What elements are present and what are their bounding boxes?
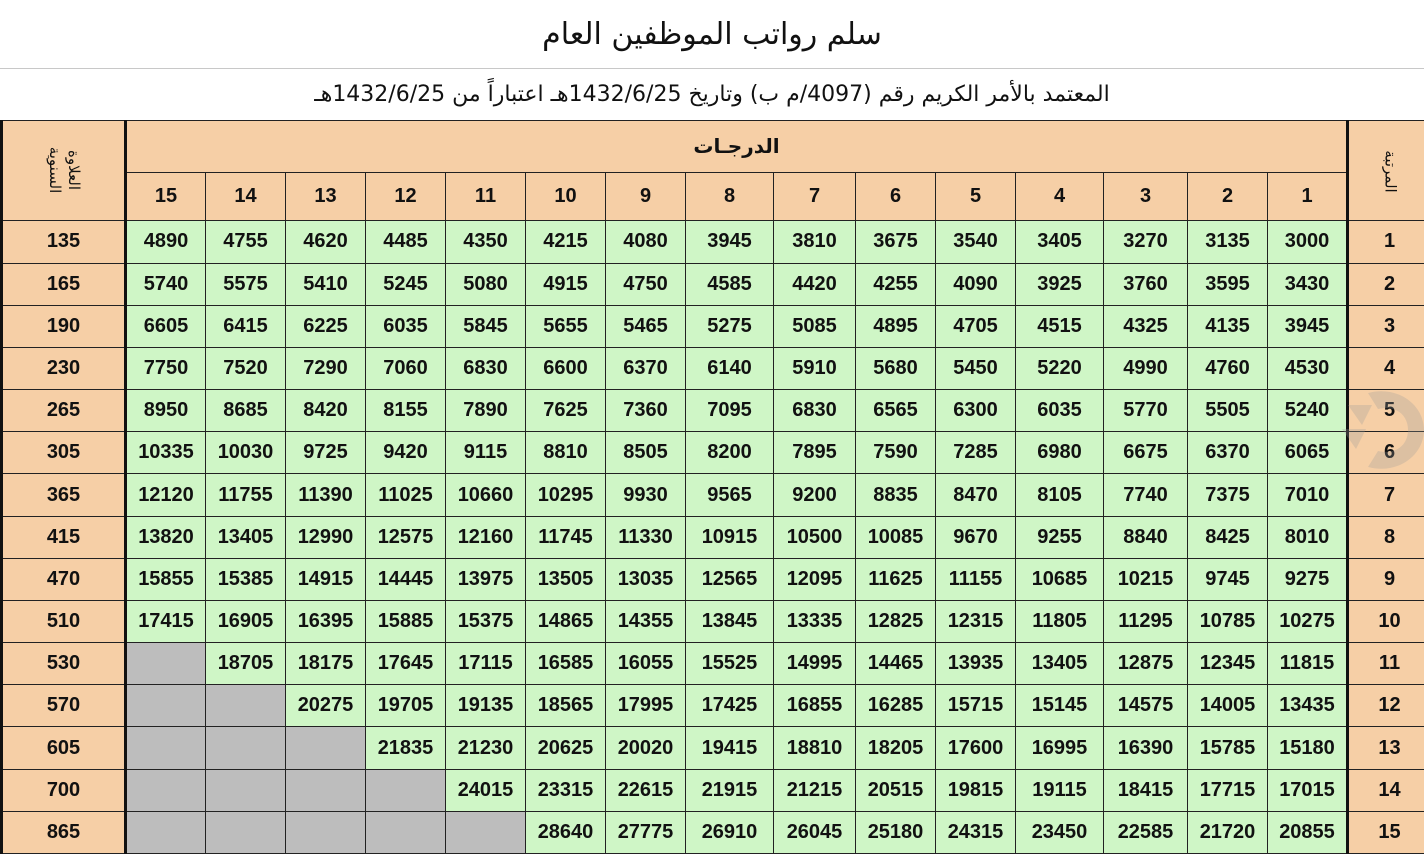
table-row: [2, 558, 1424, 600]
salary-cell: 6065: [1268, 432, 1348, 474]
empty-cell: [126, 643, 206, 685]
rank-cell: 3: [1348, 305, 1424, 347]
salary-cell: 3760: [1104, 263, 1188, 305]
salary-cell: 14915: [286, 558, 366, 600]
salary-cell: 3430: [1268, 263, 1348, 305]
salary-cell: 8810: [526, 432, 606, 474]
salary-cell: 9115: [446, 432, 526, 474]
salary-cell: 13035: [606, 558, 686, 600]
table-row: [2, 727, 1424, 769]
salary-cell: 12825: [856, 600, 936, 642]
salary-cell: 17425: [686, 685, 774, 727]
grades-header: الدرجـات: [126, 121, 1348, 173]
salary-cell: 7590: [856, 432, 936, 474]
salary-cell: 6830: [774, 390, 856, 432]
salary-cell: 3270: [1104, 221, 1188, 263]
salary-cell: 5845: [446, 305, 526, 347]
salary-cell: 13845: [686, 600, 774, 642]
salary-cell: 11330: [606, 516, 686, 558]
salary-cell: 12565: [686, 558, 774, 600]
salary-cell: 5410: [286, 263, 366, 305]
salary-cell: 4620: [286, 221, 366, 263]
salary-cell: 17600: [936, 727, 1016, 769]
table-row: [2, 811, 1424, 853]
salary-cell: 7890: [446, 390, 526, 432]
salary-cell: 21230: [446, 727, 526, 769]
grade-header-15: 15: [126, 173, 206, 221]
salary-cell: 20855: [1268, 811, 1348, 853]
salary-cell: 9930: [606, 474, 686, 516]
annual-increase-cell: 470: [2, 558, 126, 600]
salary-cell: 12120: [126, 474, 206, 516]
salary-cell: 7520: [206, 347, 286, 389]
salary-cell: 9745: [1188, 558, 1268, 600]
salary-cell: 7740: [1104, 474, 1188, 516]
annual-increase-cell: 865: [2, 811, 126, 853]
salary-cell: 15145: [1016, 685, 1104, 727]
salary-cell: 26045: [774, 811, 856, 853]
salary-cell: 15785: [1188, 727, 1268, 769]
salary-cell: 4080: [606, 221, 686, 263]
salary-cell: 10785: [1188, 600, 1268, 642]
salary-cell: 8835: [856, 474, 936, 516]
rank-cell: 8: [1348, 516, 1424, 558]
salary-cell: 4755: [206, 221, 286, 263]
salary-cell: 20275: [286, 685, 366, 727]
salary-cell: 12875: [1104, 643, 1188, 685]
annual-increase-cell: 700: [2, 769, 126, 811]
salary-cell: 4350: [446, 221, 526, 263]
salary-cell: 14865: [526, 600, 606, 642]
salary-cell: 14575: [1104, 685, 1188, 727]
salary-cell: 4420: [774, 263, 856, 305]
salary-cell: 3925: [1016, 263, 1104, 305]
table-row: [2, 643, 1424, 685]
salary-cell: 4990: [1104, 347, 1188, 389]
salary-cell: 5220: [1016, 347, 1104, 389]
salary-cell: 12345: [1188, 643, 1268, 685]
salary-cell: 5080: [446, 263, 526, 305]
salary-cell: 6600: [526, 347, 606, 389]
salary-cell: 3945: [1268, 305, 1348, 347]
salary-cell: 12160: [446, 516, 526, 558]
table-row: [2, 600, 1424, 642]
grade-header-6: 6: [856, 173, 936, 221]
rank-label: المرتبة: [1381, 150, 1399, 193]
empty-cell: [206, 769, 286, 811]
salary-cell: 7750: [126, 347, 206, 389]
rank-cell: 2: [1348, 263, 1424, 305]
annual-increase-cell: 365: [2, 474, 126, 516]
salary-cell: 8685: [206, 390, 286, 432]
rank-cell: 7: [1348, 474, 1424, 516]
salary-cell: 21215: [774, 769, 856, 811]
salary-cell: 8425: [1188, 516, 1268, 558]
salary-cell: 16285: [856, 685, 936, 727]
salary-cell: 17995: [606, 685, 686, 727]
salary-cell: 11625: [856, 558, 936, 600]
salary-table: [0, 120, 1424, 854]
salary-cell: 11025: [366, 474, 446, 516]
table-row: [2, 390, 1424, 432]
salary-cell: 4585: [686, 263, 774, 305]
salary-cell: 16905: [206, 600, 286, 642]
salary-cell: 4255: [856, 263, 936, 305]
salary-cell: 15385: [206, 558, 286, 600]
salary-cell: 7060: [366, 347, 446, 389]
empty-cell: [286, 811, 366, 853]
annual-increase-cell: 265: [2, 390, 126, 432]
grade-header-11: 11: [446, 173, 526, 221]
salary-cell: 16390: [1104, 727, 1188, 769]
salary-cell: 6140: [686, 347, 774, 389]
annual-increase-cell: 190: [2, 305, 126, 347]
grade-header-13: 13: [286, 173, 366, 221]
salary-cell: 6370: [606, 347, 686, 389]
salary-cell: 13405: [1016, 643, 1104, 685]
salary-cell: 24015: [446, 769, 526, 811]
salary-cell: 5740: [126, 263, 206, 305]
salary-cell: 14465: [856, 643, 936, 685]
rank-cell: 12: [1348, 685, 1424, 727]
salary-cell: 4915: [526, 263, 606, 305]
salary-cell: 4515: [1016, 305, 1104, 347]
table-row: [2, 685, 1424, 727]
grade-header-4: 4: [1016, 173, 1104, 221]
salary-cell: 9670: [936, 516, 1016, 558]
salary-cell: 16585: [526, 643, 606, 685]
salary-cell: 25180: [856, 811, 936, 853]
salary-cell: 3540: [936, 221, 1016, 263]
empty-cell: [286, 727, 366, 769]
salary-cell: 15885: [366, 600, 446, 642]
salary-cell: 18810: [774, 727, 856, 769]
salary-cell: 17645: [366, 643, 446, 685]
salary-cell: 20020: [606, 727, 686, 769]
salary-cell: 10915: [686, 516, 774, 558]
salary-cell: 8200: [686, 432, 774, 474]
salary-cell: 8950: [126, 390, 206, 432]
salary-cell: 22585: [1104, 811, 1188, 853]
salary-cell: 19115: [1016, 769, 1104, 811]
grade-header-1: 1: [1268, 173, 1348, 221]
rank-cell: 6: [1348, 432, 1424, 474]
salary-cell: 17715: [1188, 769, 1268, 811]
grade-header-8: 8: [686, 173, 774, 221]
salary-cell: 28640: [526, 811, 606, 853]
salary-cell: 13935: [936, 643, 1016, 685]
grade-header-10: 10: [526, 173, 606, 221]
salary-cell: 7360: [606, 390, 686, 432]
salary-cell: 12095: [774, 558, 856, 600]
salary-cell: 16995: [1016, 727, 1104, 769]
salary-cell: 13405: [206, 516, 286, 558]
salary-cell: 7095: [686, 390, 774, 432]
salary-cell: 10275: [1268, 600, 1348, 642]
empty-cell: [206, 727, 286, 769]
salary-cell: 21835: [366, 727, 446, 769]
grade-header-14: 14: [206, 173, 286, 221]
salary-cell: 5450: [936, 347, 1016, 389]
salary-cell: 5910: [774, 347, 856, 389]
salary-cell: 18205: [856, 727, 936, 769]
salary-cell: 16855: [774, 685, 856, 727]
salary-cell: 11755: [206, 474, 286, 516]
salary-cell: 11815: [1268, 643, 1348, 685]
rank-cell: 4: [1348, 347, 1424, 389]
salary-cell: 8155: [366, 390, 446, 432]
salary-cell: 7625: [526, 390, 606, 432]
salary-cell: 16395: [286, 600, 366, 642]
grade-header-12: 12: [366, 173, 446, 221]
annual-increase-cell: 605: [2, 727, 126, 769]
salary-cell: 4760: [1188, 347, 1268, 389]
salary-cell: 9275: [1268, 558, 1348, 600]
salary-cell: 11805: [1016, 600, 1104, 642]
salary-cell: 18415: [1104, 769, 1188, 811]
table-row: [2, 263, 1424, 305]
salary-cell: 26910: [686, 811, 774, 853]
grade-header-9: 9: [606, 173, 686, 221]
salary-cell: 9200: [774, 474, 856, 516]
empty-cell: [206, 685, 286, 727]
salary-cell: 7290: [286, 347, 366, 389]
salary-cell: 7285: [936, 432, 1016, 474]
salary-cell: 20515: [856, 769, 936, 811]
empty-cell: [206, 811, 286, 853]
salary-cell: 8470: [936, 474, 1016, 516]
salary-cell: 5680: [856, 347, 936, 389]
rank-cell: 1: [1348, 221, 1424, 263]
salary-cell: 18175: [286, 643, 366, 685]
annual-increase-cell: 530: [2, 643, 126, 685]
salary-cell: 7010: [1268, 474, 1348, 516]
annual-increase-label: العلاوة السنوية: [45, 146, 83, 194]
salary-cell: 5085: [774, 305, 856, 347]
salary-cell: 7375: [1188, 474, 1268, 516]
table-row: [2, 305, 1424, 347]
salary-cell: 24315: [936, 811, 1016, 853]
salary-cell: 10500: [774, 516, 856, 558]
annual-increase-cell: 135: [2, 221, 126, 263]
table-row: [2, 769, 1424, 811]
annual-increase-header: [2, 121, 126, 221]
salary-cell: 4750: [606, 263, 686, 305]
salary-cell: 4705: [936, 305, 1016, 347]
salary-cell: 10085: [856, 516, 936, 558]
salary-cell: 10215: [1104, 558, 1188, 600]
salary-cell: 5240: [1268, 390, 1348, 432]
salary-cell: 5655: [526, 305, 606, 347]
grade-header-2: 2: [1188, 173, 1268, 221]
annual-increase-cell: 510: [2, 600, 126, 642]
table-row: [2, 516, 1424, 558]
salary-cell: 6035: [1016, 390, 1104, 432]
salary-cell: 15180: [1268, 727, 1348, 769]
salary-cell: 10660: [446, 474, 526, 516]
table-row: [2, 474, 1424, 516]
salary-cell: 5575: [206, 263, 286, 305]
salary-cell: 5275: [686, 305, 774, 347]
table-row: [2, 347, 1424, 389]
salary-cell: 3810: [774, 221, 856, 263]
salary-cell: 8505: [606, 432, 686, 474]
salary-cell: 20625: [526, 727, 606, 769]
rank-cell: 5: [1348, 390, 1424, 432]
salary-cell: 6225: [286, 305, 366, 347]
empty-cell: [126, 769, 206, 811]
rank-header: [1348, 121, 1424, 221]
empty-cell: [446, 811, 526, 853]
salary-cell: 11155: [936, 558, 1016, 600]
salary-cell: 6605: [126, 305, 206, 347]
page-subtitle: المعتمد بالأمر الكريم رقم (4097/م ب) وتاريخ 1432/6/25هـ اعتباراً من 1432/6/25هـ: [314, 81, 1110, 107]
salary-cell: 14005: [1188, 685, 1268, 727]
salary-cell: 4485: [366, 221, 446, 263]
salary-cell: 6415: [206, 305, 286, 347]
salary-cell: 11295: [1104, 600, 1188, 642]
annual-increase-cell: 570: [2, 685, 126, 727]
salary-cell: 4895: [856, 305, 936, 347]
salary-cell: 10030: [206, 432, 286, 474]
rank-cell: 15: [1348, 811, 1424, 853]
salary-cell: 14355: [606, 600, 686, 642]
salary-cell: 12990: [286, 516, 366, 558]
salary-cell: 19415: [686, 727, 774, 769]
salary-cell: 13435: [1268, 685, 1348, 727]
salary-cell: 5770: [1104, 390, 1188, 432]
table-row: [2, 221, 1424, 263]
salary-cell: 19135: [446, 685, 526, 727]
salary-cell: 19815: [936, 769, 1016, 811]
salary-cell: 19705: [366, 685, 446, 727]
salary-cell: 6830: [446, 347, 526, 389]
salary-cell: 9255: [1016, 516, 1104, 558]
salary-cell: 9725: [286, 432, 366, 474]
salary-cell: 10335: [126, 432, 206, 474]
salary-cell: 4530: [1268, 347, 1348, 389]
empty-cell: [366, 769, 446, 811]
salary-cell: 6980: [1016, 432, 1104, 474]
salary-cell: 8010: [1268, 516, 1348, 558]
rank-cell: 14: [1348, 769, 1424, 811]
salary-cell: 11745: [526, 516, 606, 558]
salary-cell: 3135: [1188, 221, 1268, 263]
salary-cell: 21720: [1188, 811, 1268, 853]
salary-cell: 5505: [1188, 390, 1268, 432]
empty-cell: [366, 811, 446, 853]
salary-cell: 6370: [1188, 432, 1268, 474]
annual-increase-cell: 230: [2, 347, 126, 389]
rank-cell: 13: [1348, 727, 1424, 769]
rank-cell: 10: [1348, 600, 1424, 642]
salary-cell: 4325: [1104, 305, 1188, 347]
salary-cell: 5245: [366, 263, 446, 305]
salary-cell: 6565: [856, 390, 936, 432]
salary-cell: 23315: [526, 769, 606, 811]
salary-cell: 6035: [366, 305, 446, 347]
salary-cell: 4090: [936, 263, 1016, 305]
salary-cell: 18705: [206, 643, 286, 685]
salary-cell: 7895: [774, 432, 856, 474]
salary-cell: 6675: [1104, 432, 1188, 474]
salary-cell: 14445: [366, 558, 446, 600]
rank-cell: 9: [1348, 558, 1424, 600]
salary-cell: 13975: [446, 558, 526, 600]
salary-cell: 4135: [1188, 305, 1268, 347]
salary-cell: 21915: [686, 769, 774, 811]
salary-cell: 15525: [686, 643, 774, 685]
annual-increase-cell: 305: [2, 432, 126, 474]
grade-header-5: 5: [936, 173, 1016, 221]
rank-cell: 11: [1348, 643, 1424, 685]
salary-cell: 15715: [936, 685, 1016, 727]
salary-cell: 6300: [936, 390, 1016, 432]
salary-cell: 9565: [686, 474, 774, 516]
salary-cell: 13505: [526, 558, 606, 600]
grade-header-7: 7: [774, 173, 856, 221]
empty-cell: [126, 811, 206, 853]
grade-header-3: 3: [1104, 173, 1188, 221]
salary-cell: 22615: [606, 769, 686, 811]
salary-cell: 9420: [366, 432, 446, 474]
salary-cell: 15375: [446, 600, 526, 642]
empty-cell: [126, 727, 206, 769]
salary-cell: 17015: [1268, 769, 1348, 811]
salary-cell: 12315: [936, 600, 1016, 642]
salary-cell: 27775: [606, 811, 686, 853]
salary-cell: 18565: [526, 685, 606, 727]
empty-cell: [286, 769, 366, 811]
salary-cell: 15855: [126, 558, 206, 600]
salary-cell: 16055: [606, 643, 686, 685]
salary-cell: 3595: [1188, 263, 1268, 305]
salary-cell: 14995: [774, 643, 856, 685]
salary-cell: 3675: [856, 221, 936, 263]
salary-cell: 8840: [1104, 516, 1188, 558]
salary-cell: 12575: [366, 516, 446, 558]
salary-cell: 13335: [774, 600, 856, 642]
salary-cell: 10685: [1016, 558, 1104, 600]
salary-cell: 17115: [446, 643, 526, 685]
empty-cell: [126, 685, 206, 727]
salary-cell: 17415: [126, 600, 206, 642]
table-row: [2, 432, 1424, 474]
salary-cell: 10295: [526, 474, 606, 516]
annual-increase-cell: 415: [2, 516, 126, 558]
salary-cell: 4890: [126, 221, 206, 263]
salary-cell: 5465: [606, 305, 686, 347]
salary-cell: 3405: [1016, 221, 1104, 263]
salary-cell: 3000: [1268, 221, 1348, 263]
annual-increase-cell: 165: [2, 263, 126, 305]
salary-cell: 11390: [286, 474, 366, 516]
salary-cell: 8105: [1016, 474, 1104, 516]
salary-cell: 23450: [1016, 811, 1104, 853]
salary-cell: 4215: [526, 221, 606, 263]
salary-cell: 3945: [686, 221, 774, 263]
salary-cell: 13820: [126, 516, 206, 558]
salary-cell: 8420: [286, 390, 366, 432]
page-title: سلم رواتب الموظفين العام: [0, 0, 1424, 69]
